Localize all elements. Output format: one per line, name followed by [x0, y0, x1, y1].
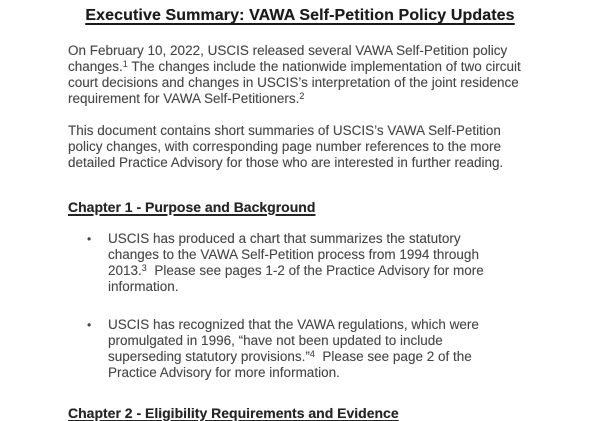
footnote-ref-3: 3 — [141, 263, 147, 273]
bullet-text: USCIS has produced a chart that summarizes the statutory changes to the VAWA Self-Petition process from 1994 through 2013. — [108, 231, 479, 278]
bullet-text: Please see pages 1-2 of the Practice Advisory for more information. — [108, 263, 484, 294]
bullet-item-vawa-regulations — [68, 317, 510, 381]
chapter-2-heading: Chapter 2 - Eligibility Requirements and Evidence — [68, 405, 399, 421]
intro-paragraph-1 — [68, 43, 532, 107]
intro-paragraph-2: This document contains short summaries of USCIS’s VAWA Self-Petition policy changes, with corresponding page number references to the more detailed Practice Advisory for those who are interested in further reading. — [68, 123, 504, 170]
chapter-1-heading: Chapter 1 - Purpose and Background — [68, 199, 316, 215]
footnote-ref-2: 2 — [299, 91, 305, 101]
bullet-text: USCIS has recognized that the VAWA regulations, which were promulgated in 1996, “have not been updated to include superseding statutory provisions.” — [108, 317, 479, 364]
paragraph-text: On February 10, 2022, USCIS released several VAWA Self-Petition policy changes. — [68, 43, 508, 74]
bullet-text: Please see page 2 of the Practice Advisory for more information. — [108, 349, 472, 380]
bullet-icon: • — [87, 318, 92, 332]
chapter-1-bullet-list — [68, 231, 532, 381]
bullet-item-statutory-chart — [68, 231, 510, 295]
footnote-ref-4: 4 — [309, 349, 315, 359]
document-title: Executive Summary: VAWA Self-Petition Policy Updates — [85, 7, 515, 24]
bullet-icon: • — [87, 232, 92, 246]
paragraph-text: The changes include the nationwide implementation of two circuit court decisions and changes in USCIS’s interpretation of the joint residence requirement for VAWA Self-Petitioners. — [68, 59, 521, 106]
footnote-ref-1: 1 — [122, 59, 128, 69]
